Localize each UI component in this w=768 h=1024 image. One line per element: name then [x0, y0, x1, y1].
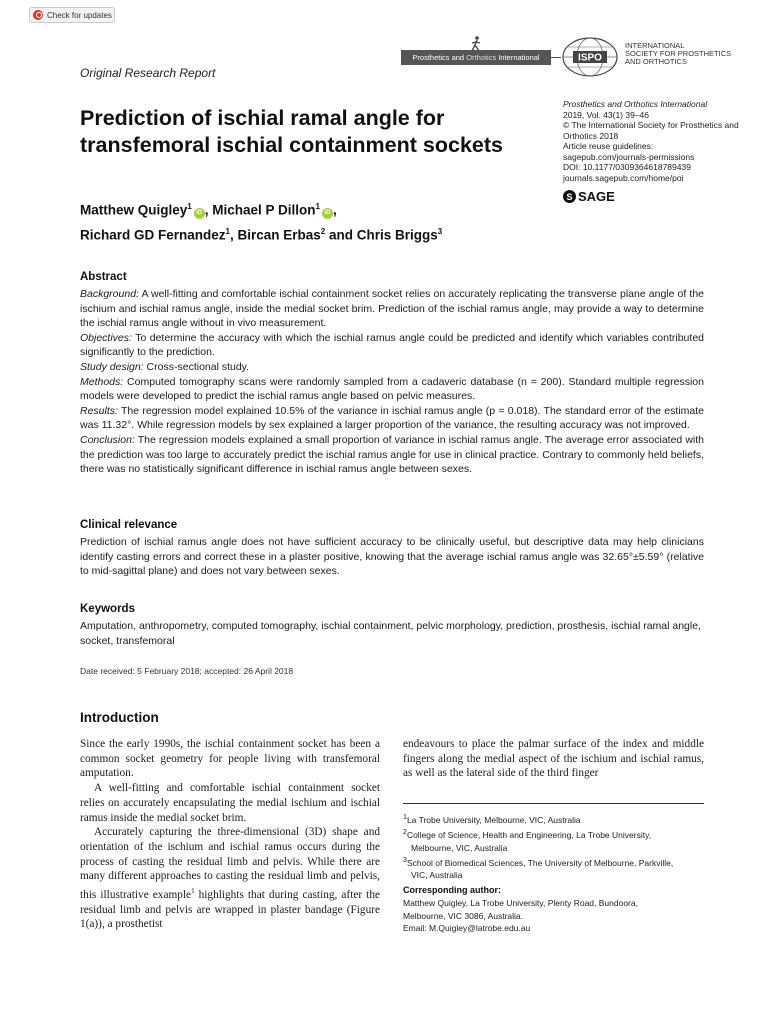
- footnote-number: 1: [403, 813, 407, 821]
- footnote-number: 3: [403, 856, 407, 865]
- update-icon: [33, 10, 43, 20]
- journal-name: Prosthetics and Orthotics International: [563, 99, 708, 109]
- abstract-label: Methods:: [80, 375, 124, 388]
- orcid-icon[interactable]: iD: [194, 208, 205, 219]
- check-for-updates-button[interactable]: [29, 7, 115, 23]
- abstract-paragraph: [80, 404, 704, 433]
- introduction-column-2: endeavours to place the palmar surface of the index and middle fingers along the medial aspect of the ischium and ischial ramus, as well as the lateral side of the third finger: [403, 738, 704, 780]
- abstract-text: Computed tomography scans were randomly sampled from a cadaveric database (n = 200). Standard multiple regression models were developed to predict the ischial ramus angle based on pelvic measures.: [80, 375, 704, 403]
- ispo-organization: [625, 42, 735, 66]
- author-name: Matthew Quigley: [80, 202, 188, 218]
- footnote: [403, 854, 708, 869]
- ispo-org-line: SOCIETY FOR PROSTHETICS: [625, 49, 732, 58]
- journal-home-link[interactable]: journals.sagepub.com/home/poi: [563, 172, 684, 183]
- footnote-text: College of Science, Health and Engineering, La Trobe University,: [406, 830, 652, 841]
- banner-text-2: Orthotics: [466, 53, 497, 62]
- intro-paragraph: Since the early 1990s, the ischial containment socket has been a common socket geometry for people living with transfemoral amputation.: [80, 738, 380, 780]
- footnote-divider: [403, 803, 704, 804]
- author-separator: ,: [204, 202, 213, 218]
- footnote-continuation: Melbourne, VIC, Australia: [411, 842, 508, 853]
- corresponding-address: Melbourne, VIC 3086, Australia.: [403, 910, 524, 921]
- clinical-relevance-heading: Clinical relevance: [80, 519, 178, 531]
- intro-text: highlights that during casting, after the residual limb and pelvis are wrapped in plaster bandage (Figure 1(a)), a prosthetist: [80, 888, 380, 931]
- corresponding-author-heading: Corresponding author:: [403, 885, 501, 895]
- author-name: Bircan Erbas: [237, 227, 321, 242]
- sage-mark-icon: S: [563, 190, 576, 203]
- abstract-text: A well-fitting and comfortable ischial containment socket relies on accurately replicating the transverse plane angle of the ischium and ischial ramus angle, inside the medial socket brim. Prediction of the ischial ramus angle, may provide a way to determine the ischial ramus angle without in vivo measurement.: [80, 288, 704, 330]
- article-title: Prediction of ischial ramal angle for transfemoral ischial containment sockets: [80, 106, 503, 157]
- author-separator: and: [325, 227, 357, 242]
- footnote: [403, 826, 708, 841]
- reuse-label: Article reuse guidelines:: [563, 141, 654, 151]
- footnote-number: 2: [403, 828, 407, 837]
- abstract-heading: Abstract: [80, 271, 127, 283]
- sage-text: SAGE: [578, 189, 615, 204]
- abstract-paragraph: [80, 433, 704, 477]
- corresponding-email[interactable]: Email: M.Quigley@latrobe.edu.au: [403, 923, 531, 933]
- keywords-heading: Keywords: [80, 603, 135, 615]
- intro-paragraph: A well-fitting and comfortable ischial containment socket relies on accurately encapsulating the medial ischium and ischial ramus inside the medial socket brim.: [80, 782, 380, 824]
- author-affiliation: 3: [437, 226, 443, 236]
- intro-text: Accurately capturing the three-dimensional (3D) shape and orientation of the ischium and ischial ramus occurs during the process of casting the residual limb and pelvis. While there are many different approaches to casting the residual limb and pelvis, this illustrative example: [80, 826, 380, 901]
- doi[interactable]: DOI: 10.1177/0309364618789439: [563, 162, 691, 172]
- copyright: © The International Society for Prosthetics and Orthotics 2018: [563, 120, 739, 141]
- keywords-text: Amputation, anthropometry, computed tomography, ischial containment, pelvic morphology, prediction, prosthesis, ischial ramal angle, socket, transfemoral: [80, 620, 701, 647]
- banner-text-3: International: [498, 53, 540, 62]
- footnote-continuation: VIC, Australia: [411, 870, 463, 881]
- author-affiliation: 2: [320, 226, 326, 236]
- reuse-link[interactable]: sagepub.com/journals-permissions: [563, 151, 695, 162]
- corresponding-address: Matthew Quigley, La Trobe University, Plenty Road, Bundoora,: [403, 898, 638, 908]
- author-affiliation: 1: [315, 202, 320, 211]
- abstract-text: The regression models explained a small proportion of variance in ischial ramus angle. The average error associated with the prediction was too large to accurately predict the ischial ramus angle for use in clinical practice. Contrary to commonly held beliefs, there was no statistically significant difference in ischial ramus angle between sexes.: [80, 433, 704, 476]
- ispo-org-line: INTERNATIONAL: [625, 41, 685, 50]
- journal-meta: [563, 99, 743, 183]
- abstract-text: To determine the accuracy with which the ischial ramus angle could be predicted and identify which variables contributed significantly to the prediction.: [80, 331, 704, 359]
- abstract-label: Objectives:: [80, 331, 132, 344]
- dates-received: Date received: 5 February 2018; accepted: 26 April 2018: [80, 666, 294, 676]
- intro-paragraph: [80, 825, 380, 932]
- author-separator: ,: [332, 202, 337, 218]
- clinical-relevance-text: Prediction of ischial ramus angle does not have sufficient accuracy to be clinically useful, but descriptive data may help clinicians identify casting errors and correct these in a plaster positive, knowing that the average ischial ramus angle was 32.65°±5.59° (relative to mid-sagittal plane) and does not vary between sexes.: [80, 536, 704, 578]
- abstract-paragraph: [80, 331, 704, 360]
- author-name: Richard GD Fernandez: [80, 227, 226, 242]
- abstract-body: [80, 287, 704, 477]
- introduction-heading: Introduction: [80, 710, 159, 725]
- affiliation-footnotes: [403, 811, 708, 882]
- abstract-label: Background:: [80, 288, 139, 300]
- abstract-label: Conclusion:: [80, 433, 135, 446]
- ispo-org-line: AND ORTHOTICS: [625, 57, 687, 66]
- footnote: [403, 811, 708, 826]
- ispo-logo-text: ISPO: [578, 52, 602, 64]
- author-list: [80, 196, 680, 245]
- abstract-text: Cross-sectional study.: [143, 360, 250, 373]
- author-affiliation: 1: [187, 202, 192, 211]
- author-name: Chris Briggs: [356, 227, 438, 242]
- abstract-paragraph: [80, 287, 704, 331]
- journal-banner: [401, 50, 551, 65]
- ispo-logo: [562, 37, 618, 77]
- footnote-text: La Trobe University, Melbourne, VIC, Australia: [406, 814, 581, 825]
- journal-volume: 2019, Vol. 43(1) 39–46: [563, 109, 650, 120]
- section-label: Original Research Report: [80, 66, 216, 80]
- abstract-label: Study design:: [80, 360, 144, 373]
- author-name: Michael P Dillon: [212, 202, 316, 218]
- orcid-icon[interactable]: iD: [322, 208, 333, 219]
- footnote-text: School of Biomedical Sciences, The University of Melbourne, Parkville,: [406, 857, 674, 868]
- citation-ref[interactable]: 1: [191, 887, 195, 896]
- abstract-paragraph: [80, 360, 704, 375]
- check-for-updates-label: Check for updates: [47, 10, 112, 20]
- banner-text-1: Prosthetics and: [412, 53, 465, 62]
- introduction-column-1: [80, 737, 380, 932]
- abstract-label: Results:: [80, 404, 118, 417]
- corresponding-author: [403, 897, 708, 935]
- author-affiliation: 1: [225, 226, 230, 236]
- abstract-paragraph: [80, 375, 704, 404]
- author-separator: ,: [229, 227, 238, 242]
- abstract-text: The regression model explained 10.5% of the variance in ischial ramus angle (p = 0.018). The standard error of the estimate was 11.32°. While regression models by sex explained a larger proportion of the variance, the resulting accuracy was not improved.: [80, 404, 704, 432]
- banner-divider: [551, 57, 561, 58]
